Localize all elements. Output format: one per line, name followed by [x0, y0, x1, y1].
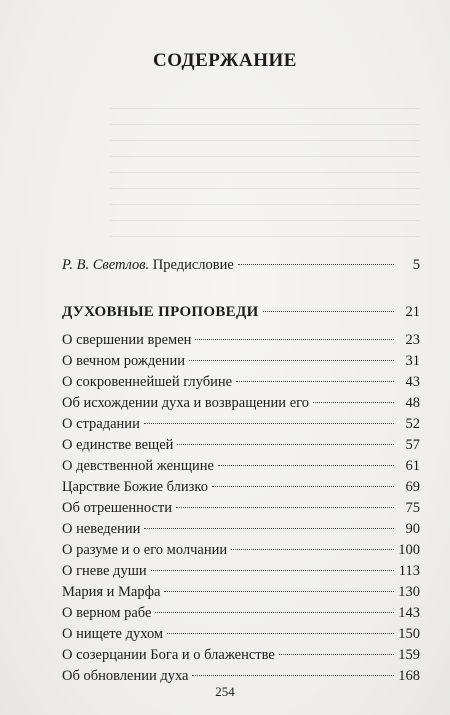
dot-leader: [218, 465, 394, 466]
dot-leader: [164, 591, 394, 592]
section-heading-entry: [62, 302, 420, 324]
dot-leader: [263, 311, 394, 312]
toc-entry-page-number: 143: [398, 605, 420, 621]
toc-entry-title: О вечном рождении: [62, 353, 186, 369]
toc-entry-title: Мария и Марфа: [62, 584, 161, 600]
toc-entry: [62, 498, 420, 519]
dot-leader: [144, 528, 394, 529]
toc-entry: [62, 477, 420, 498]
toc-entry: [62, 582, 420, 603]
toc-entry: [62, 393, 420, 414]
toc-entry-title: О гневе души: [62, 563, 147, 579]
preface-title: Предисловие: [152, 257, 234, 273]
toc-entry-page-number: 69: [405, 479, 420, 495]
dot-leader: [176, 507, 394, 508]
toc-entry-title: О единстве вещей: [62, 437, 174, 453]
preface-author: Р. В. Светлов.: [62, 257, 150, 273]
folio-page-number: 254: [215, 684, 235, 699]
toc-entry-page-number: 113: [398, 563, 420, 579]
section-page-number: 21: [405, 304, 420, 320]
bleed-through-texture: [110, 108, 420, 248]
toc-entries-list: [62, 330, 420, 687]
toc-entry: [62, 603, 420, 624]
toc-entry-title: О сокровеннейшей глубине: [62, 374, 233, 390]
toc-entry: [62, 645, 420, 666]
toc-entry-page-number: 90: [405, 521, 420, 537]
dot-leader: [195, 339, 394, 340]
toc-row: [62, 302, 420, 324]
toc-entry-title: О разуме и о его молчании: [62, 542, 228, 558]
dot-leader: [212, 486, 394, 487]
toc-entry-page-number: 159: [398, 647, 420, 663]
dot-leader: [189, 360, 394, 361]
dot-leader: [231, 549, 394, 550]
dot-leader: [279, 654, 394, 655]
toc-entry-page-number: 23: [405, 332, 420, 348]
toc-entry: [62, 330, 420, 351]
toc-entry-page-number: 52: [405, 416, 420, 432]
toc-entry-page-number: 61: [405, 458, 420, 474]
toc-entry-title: О нищете духом: [62, 626, 164, 642]
toc-entry-page-number: 43: [405, 374, 420, 390]
toc-entry-title: О страдании: [62, 416, 140, 432]
toc-entry-page-number: 130: [398, 584, 420, 600]
dot-leader: [177, 444, 394, 445]
toc-row: [62, 255, 420, 276]
toc-entry-title: О девственной женщине: [62, 458, 214, 474]
dot-leader: [151, 570, 394, 571]
toc-entry-page-number: 75: [405, 500, 420, 516]
preface-entry: [62, 255, 420, 276]
toc-entry: [62, 414, 420, 435]
toc-entry-page-number: 150: [398, 626, 420, 642]
toc-entry: [62, 561, 420, 582]
toc-entry-page-number: 100: [398, 542, 420, 558]
toc-entry-page-number: 168: [398, 668, 420, 684]
dot-leader: [236, 381, 394, 382]
toc-entry-page-number: 48: [405, 395, 420, 411]
page-title: СОДЕРЖАНИЕ: [153, 50, 297, 71]
toc-entry-page-number: 31: [405, 353, 420, 369]
toc-entry-page-number: 57: [405, 437, 420, 453]
toc-entry: [62, 351, 420, 372]
toc-entry-title: Об исхождении духа и возвращении его: [62, 395, 309, 411]
toc-entry-title: О неведении: [62, 521, 141, 537]
toc-entry: [62, 435, 420, 456]
toc-entry: [62, 372, 420, 393]
toc-entry: [62, 540, 420, 561]
dot-leader: [313, 402, 394, 403]
section-title: ДУХОВНЫЕ ПРОПОВЕДИ: [62, 304, 259, 320]
dot-leader: [192, 675, 394, 676]
toc-label: [62, 255, 234, 276]
dot-leader: [167, 633, 394, 634]
toc-entry-title: О верном рабе: [62, 605, 152, 621]
toc-entry: [62, 624, 420, 645]
toc-entry-title: О свершении времен: [62, 332, 192, 348]
toc-entry-title: Царствие Божие близко: [62, 479, 208, 495]
toc-entry-title: Об отрешенности: [62, 500, 172, 516]
toc-entry-title: О созерцании Бога и о блаженстве: [62, 647, 275, 663]
toc-entry: [62, 519, 420, 540]
dot-leader: [144, 423, 394, 424]
preface-page-number: 5: [412, 257, 420, 273]
toc-entry: [62, 456, 420, 477]
toc-entry-title: Об обновлении духа: [62, 668, 189, 684]
dot-leader: [238, 264, 394, 265]
dot-leader: [155, 612, 394, 613]
